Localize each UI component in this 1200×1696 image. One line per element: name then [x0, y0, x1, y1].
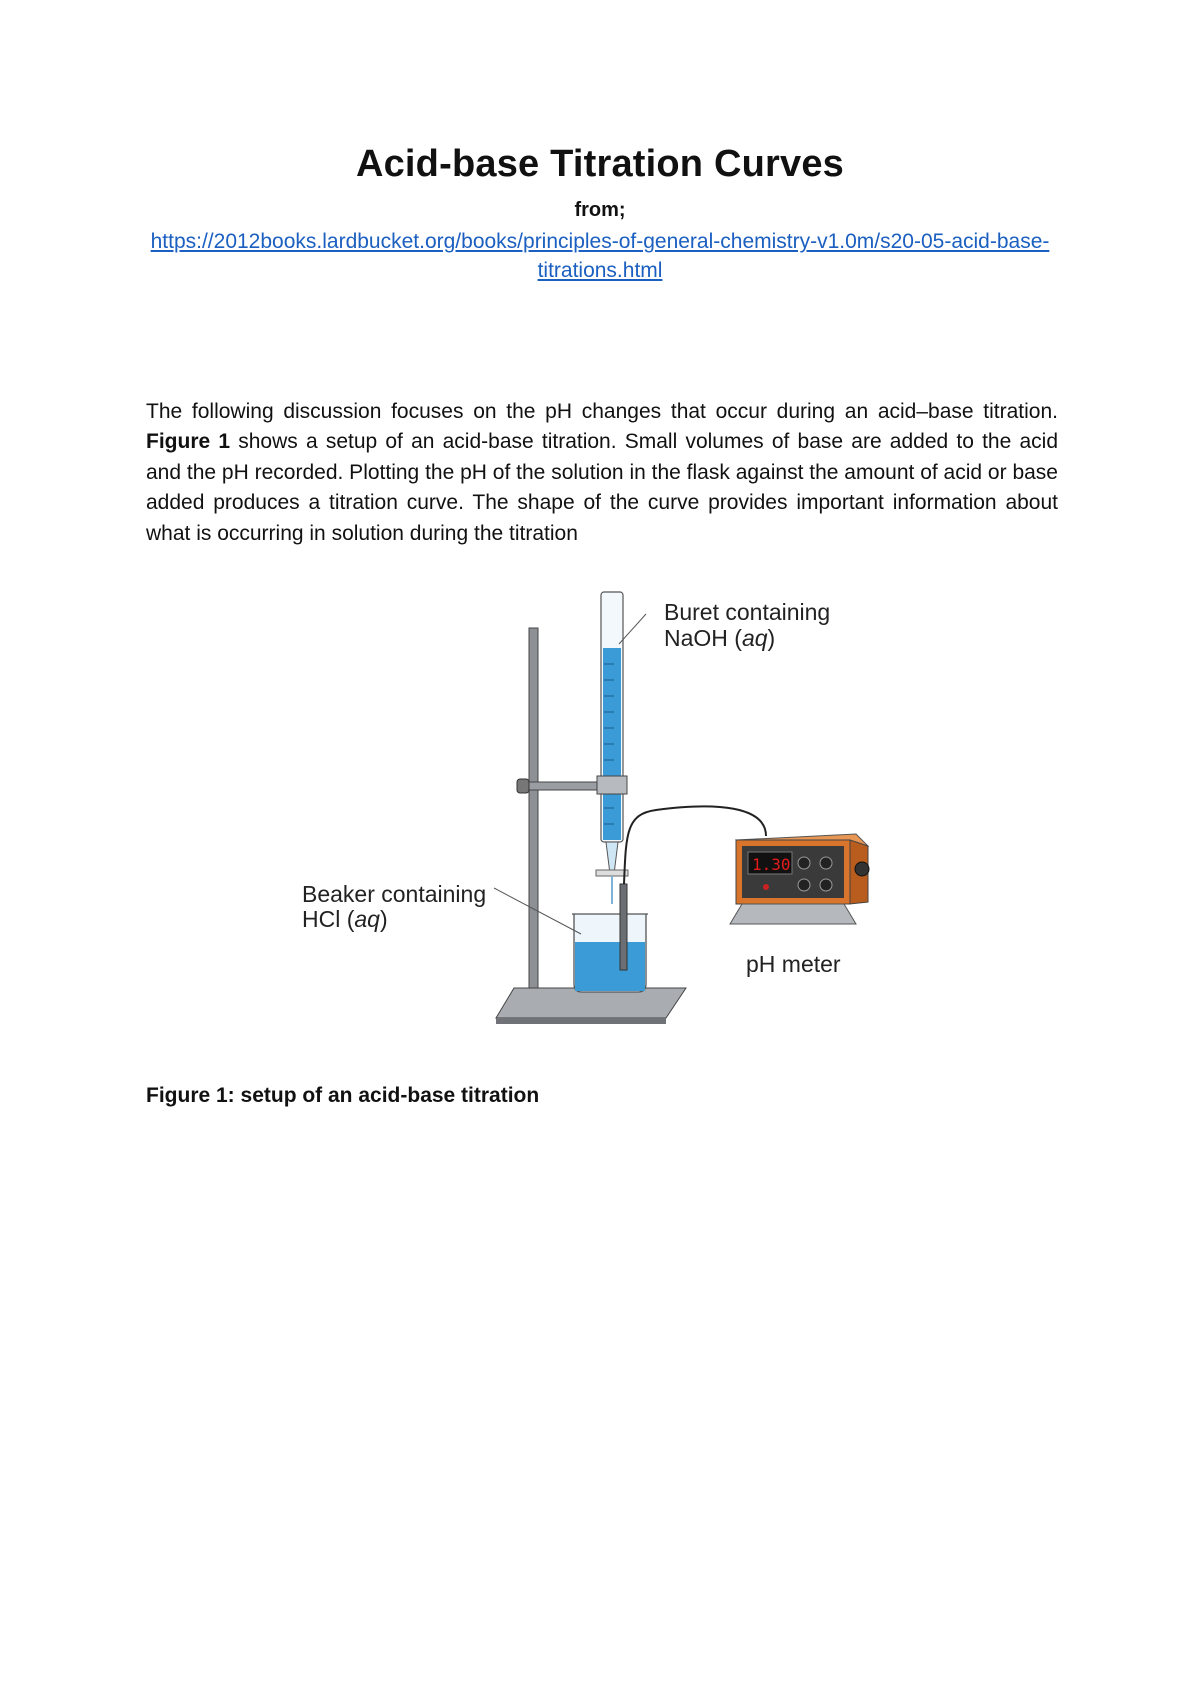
buret-label-formula: NaOH ( — [664, 625, 742, 651]
beaker-solution — [575, 942, 645, 991]
source-link[interactable]: https://2012books.lardbucket.org/books/principles-of-general-chemistry-v1.0m/s20-05-acid-base-titrations.html — [150, 230, 1050, 282]
buret-label-aq: aq — [741, 625, 768, 651]
page-title: Acid-base Titration Curves — [355, 143, 845, 185]
buret-label-line1: Buret containing — [664, 599, 831, 625]
ph-electrode — [620, 884, 627, 970]
beaker-label-line2 — [302, 906, 388, 932]
buret-tip — [606, 842, 618, 874]
source-prefix: from; — [574, 199, 626, 221]
stand-rod — [529, 628, 538, 1022]
figure-reference: Figure 1 — [146, 430, 231, 454]
meter-display-text: 1.30 — [752, 855, 791, 874]
beaker-label-aq: aq — [354, 906, 380, 932]
titration-setup-figure — [296, 584, 912, 1054]
paragraph-text-1: The following discussion focuses on the pH changes that occur during an acid–base titration. — [146, 400, 1058, 423]
beaker-label-close: ) — [379, 906, 388, 932]
beaker-label-line1: Beaker containing — [302, 881, 487, 907]
buret-clamp — [597, 776, 627, 794]
clamp-arm — [528, 782, 598, 790]
paragraph-text-2: shows a setup of an acid-base titration. Small volumes of base are added to the acid and the pH recorded. Plotting the pH of the solution in the flask against the amount of acid or base added produces a titration curve. The shape of the curve provides important information about what is occurring in solution during the titration — [146, 430, 1058, 545]
clamp-knob — [517, 779, 529, 793]
buret-label-line2 — [664, 625, 775, 651]
intro-paragraph — [146, 397, 1058, 549]
buret-label-close: ) — [767, 625, 776, 651]
beaker-label-formula: HCl ( — [302, 906, 355, 932]
figure-caption: Figure 1: setup of an acid-base titration — [146, 1084, 540, 1107]
ph-meter — [730, 834, 869, 924]
stopcock — [596, 870, 628, 876]
ph-meter-label: pH meter — [746, 951, 841, 977]
